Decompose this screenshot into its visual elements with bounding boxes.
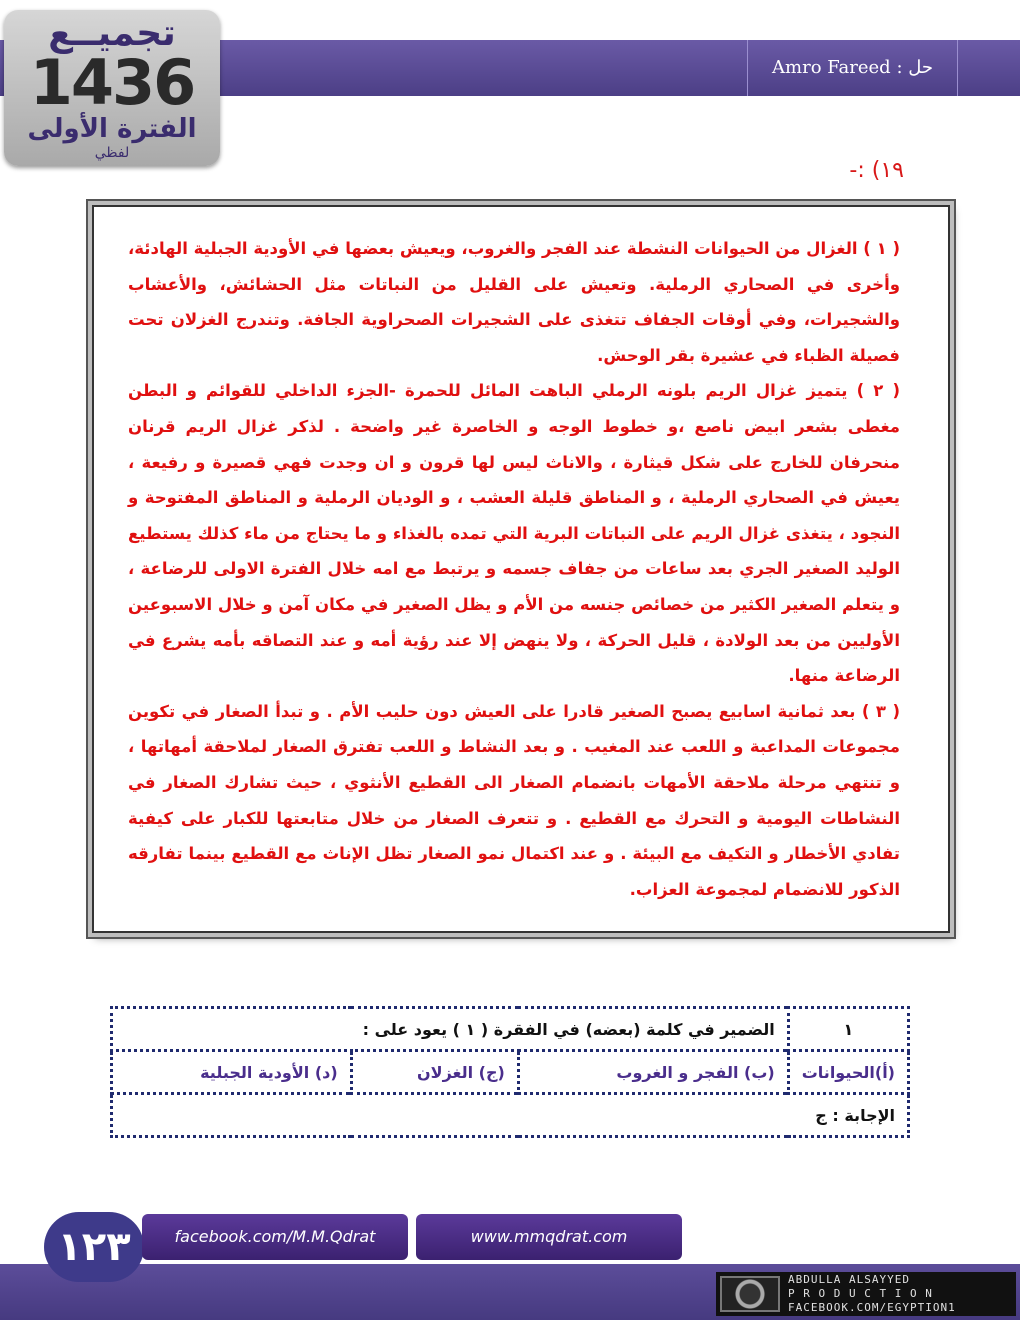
production-banner: [716, 1272, 1016, 1316]
question-item-number: ١: [788, 1008, 908, 1051]
production-label: P R O D U C T I O N: [788, 1287, 933, 1300]
production-link[interactable]: FACEBOOK.COM/EGYPTION1: [788, 1301, 956, 1314]
question-number: ١٩) :-: [849, 158, 904, 183]
page-number: ١٢٣: [44, 1212, 144, 1282]
question-table: [110, 1006, 910, 1138]
passage-box: [92, 205, 950, 933]
answer-row: [112, 1094, 909, 1137]
question-row: [112, 1008, 909, 1051]
paragraph-1: ( ١ ) الغزال من الحيوانات النشطة عند الفجر والغروب، ويعيش بعضها في الأودية الجبلية الهادئة، وأخرى في الصحاري الرملية. وتعيش على القليل من النباتات مثل الحشائش، والأعشاب والشجيرات، وفي أوقات الجفاف تتغذى على الشجيرات الصحراوية الجافة. وتندرج الغزلان تحت فصيلة الظباء في عشيرة بقر الوحش.: [128, 239, 901, 365]
option-a[interactable]: (أ)الحيوانات: [788, 1051, 908, 1094]
option-c[interactable]: (ج) الغزلان: [351, 1051, 518, 1094]
website-link[interactable]: www.mmqdrat.com: [416, 1214, 682, 1260]
logo-period: الفترة الأولى: [27, 114, 197, 144]
camera-icon: [720, 1276, 780, 1312]
passage-text: [128, 231, 900, 907]
option-b[interactable]: (ب) الفجر و الغروب: [518, 1051, 788, 1094]
question-text: الضمير في كلمة (بعضه) في الفقرة ( ١ ) يعود على :: [112, 1008, 789, 1051]
paragraph-2: ( ٢ ) يتميز غزال الريم بلونه الرملي الباهت المائل للحمرة -الجزء الداخلي للقوائم و البطن مغطى بشعر ابيض ناصع ،و خطوط الوجه و الخاصرة غير واضحة . لذكر غزال الريم قرنان منحرفان للخارج على شكل قيثارة ، والاناث ليس لها قرون و ان وجدت فهي قصيرة و رفيعة ، يعيش في الصحاري الرملية ، و المناطق قليلة العشب ، و الوديان الرملية و المناطق المفتوحة و النجود ، يتغذى غزال الريم على النباتات البرية التي تمده بالغذاء و ما يحتاج من ماء كذلك يستطيع الوليد الصغير الجري بعد ساعات من جفاف جسمه و يرتبط مع امه خلال الفترة الاولى للرضاعة ، و يتعلم الصغير الكثير من خصائص جنسه من الأم و يظل الصغير في مكان آمن و خلال الاسبوعين الأوليين من بعد الولادة ، قليل الحركة ، ولا ينهض إلا عند رؤية أمه و عند التصاقه بأمه يشرع في الرضاعة منها.: [128, 381, 900, 686]
option-d[interactable]: (د) الأودية الجبلية: [112, 1051, 352, 1094]
paragraph-3: ( ٣ ) بعد ثمانية اسابيع يصبح الصغير قادرا على العيش دون حليب الأم . و تبدأ الصغار في تكوين مجموعات المداعبة و اللعب عند المغيب . و بعد النشاط و اللعب تفترق الصغار لملاحقة أمهاتها ، و تنتهي مرحلة ملاحقة الأمهات بانضمام الصغار الى القطيع الأنثوي ، حيث تشارك الصغار في النشاطات اليومية و التحرك مع القطيع . و تتعرف الصغار من خلال متابعتها للكبار على كيفية تفادي الأخطار و التكيف مع البيئة . و عند اكتمال نمو الصغار تظل الإناث مع القطيع بينما تفارقه الذكور للانضمام لمجموعة العزاب.: [128, 701, 900, 899]
logo-year: 1436: [29, 46, 195, 119]
production-name: ABDULLA ALSAYYED: [788, 1273, 910, 1286]
options-row: [112, 1051, 909, 1094]
collection-logo: [4, 10, 220, 166]
logo-word: تجميــع: [48, 13, 176, 54]
solver-credit: حل : Amro Fareed: [747, 40, 958, 96]
answer-text: الإجابة : ج: [112, 1094, 909, 1137]
logo-section: لفظي: [94, 145, 130, 161]
facebook-link[interactable]: facebook.com/M.M.Qdrat: [142, 1214, 408, 1260]
